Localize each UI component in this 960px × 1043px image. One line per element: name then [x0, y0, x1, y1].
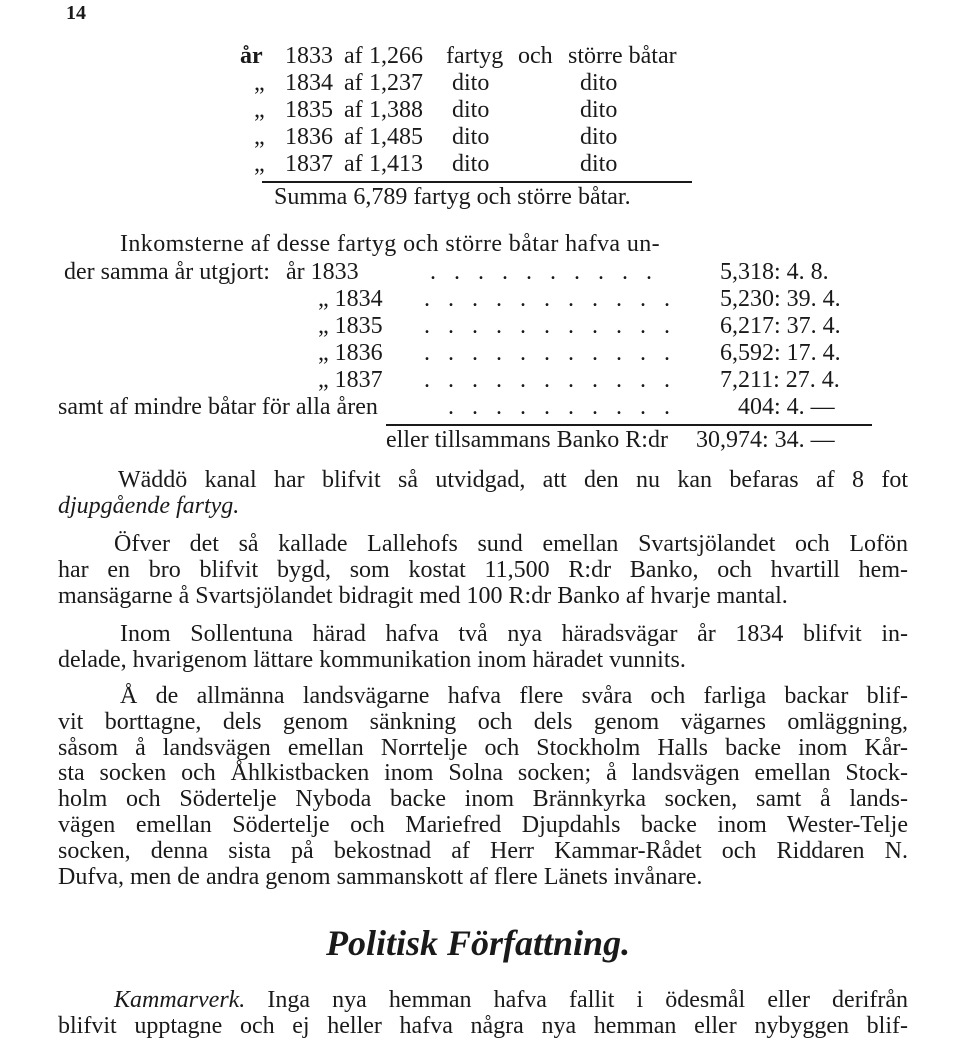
paragraph	[58, 988, 908, 1040]
text-line: Å de allmänna landsvägarne hafva flere svåra och farliga backar blif-	[120, 683, 908, 709]
income-value: 6,217: 37. 4.	[720, 313, 841, 339]
ships-rest: dito	[580, 97, 618, 123]
ships-kind: dito	[452, 151, 490, 177]
ships-kind: dito	[452, 97, 490, 123]
ships-year: 1837	[285, 151, 333, 177]
income-intro: Inkomsterne af desse fartyg och större båtar hafva un-	[120, 231, 661, 257]
income-year: „ 1836	[318, 340, 383, 366]
income-smaller-label: samt af mindre båtar för alla åren	[58, 394, 378, 420]
text-line: sta socken och Åhlkistbacken inom Solna socken; å landsvägen emellan Stock-	[58, 760, 908, 787]
income-value: 5,230: 39. 4.	[720, 286, 841, 312]
income-value: 7,211: 27. 4.	[720, 367, 840, 393]
text-line: djupgående fartyg.	[58, 492, 240, 519]
paragraph	[58, 468, 908, 520]
text-line: Öfver det så kallade Lallehofs sund emellan Svartsjölandet och Lofön	[114, 531, 908, 557]
subhead: Kammarverk.	[114, 987, 246, 1013]
income-year: „ 1837	[318, 367, 383, 393]
ships-count: 1,237	[369, 70, 423, 96]
income-year: „ 1835	[318, 313, 383, 339]
income-value: 6,592: 17. 4.	[720, 340, 841, 366]
ships-row-prefix: „	[254, 124, 265, 150]
ships-count: 1,266	[369, 43, 423, 69]
ships-count: 1,413	[369, 151, 423, 177]
text-run: Inga nya hemman hafva fallit i ödesmål eller derifrån	[267, 987, 909, 1013]
text-line: såsom å landsvägen emellan Norrtelje och Stockholm Halls backe inom Kår-	[58, 734, 908, 761]
ships-af: af	[344, 43, 363, 69]
income-total-label: eller tillsammans Banko R:dr	[386, 427, 668, 453]
ships-row	[240, 42, 263, 70]
ships-year: 1835	[285, 97, 333, 123]
ships-af: af	[344, 70, 363, 96]
text-line	[58, 988, 908, 1014]
ships-year: 1834	[285, 70, 333, 96]
ships-kind: dito	[452, 124, 490, 150]
ships-year: 1836	[285, 124, 333, 150]
ships-rest: dito	[580, 124, 618, 150]
text-line: Dufva, men de andra genom sammanskott af flere Länets invånare.	[58, 863, 703, 890]
ships-rest: dito	[580, 70, 618, 96]
row-prefix: år	[240, 43, 263, 69]
income-year: år 1833	[286, 259, 359, 285]
text-line: vit borttagne, dels genom sänkning och dels genom vägarnes omläggning,	[58, 708, 908, 735]
text-line: holm och Södertelje Nyboda backe inom Brännkyrka socken, samt å lands-	[58, 786, 908, 813]
text-line: Wäddö kanal har blifvit så utvidgad, att den nu kan befaras af 8 fot	[118, 467, 908, 493]
ships-count: 1,485	[369, 124, 423, 150]
leader-dots: . . . . . . . . . .	[448, 394, 676, 420]
ships-year: 1833	[285, 43, 333, 69]
income-year: „ 1834	[318, 286, 383, 312]
ships-summa: Summa 6,789 fartyg och större båtar.	[274, 184, 631, 210]
text-line: Inom Sollentuna härad hafva två nya häradsvägar år 1834 blifvit in-	[120, 621, 908, 647]
ships-rest: större båtar	[568, 43, 677, 69]
text-line: delade, hvarigenom lättare kommunikation inom häradet vunnits.	[58, 646, 686, 673]
text-line: mansägarne å Svartsjölandet bidragit med 100 R:dr Banko af hvarje mantal.	[58, 582, 788, 609]
paragraph	[58, 684, 908, 890]
text-line: har en bro blifvit bygd, som kostat 11,500 R:dr Banko, och hvartill hem-	[58, 556, 908, 583]
page-number: 14	[66, 2, 86, 24]
leader-dots: . . . . . . . . . . .	[424, 313, 676, 339]
income-value: 5,318: 4. 8.	[720, 259, 829, 285]
income-smaller-value: 404: 4. —	[738, 394, 835, 420]
ships-af: af	[344, 124, 363, 150]
text-line: vägen emellan Södertelje och Mariefred Djupdahls backe inom Wester-Telje	[58, 811, 908, 838]
ships-row-prefix: „	[254, 70, 265, 96]
paragraph	[58, 622, 908, 674]
ships-count: 1,388	[369, 97, 423, 123]
paragraph	[58, 532, 908, 609]
ships-kind: fartyg	[446, 43, 504, 69]
ships-rest: dito	[580, 151, 618, 177]
leader-dots: . . . . . . . . . . .	[424, 286, 676, 312]
text-line: blifvit upptagne och ej heller hafva några nya hemman eller nybyggen blif-	[58, 1012, 908, 1039]
income-intro: der samma år utgjort:	[64, 259, 270, 285]
leader-dots: . . . . . . . . . .	[430, 259, 658, 285]
section-title: Politisk Författning.	[326, 923, 631, 963]
ships-kind: dito	[452, 70, 490, 96]
ships-af: af	[344, 97, 363, 123]
leader-dots: . . . . . . . . . . .	[424, 340, 676, 366]
text-line: socken, denna sista på bekostnad af Herr Kammar-Rådet och Riddaren N.	[58, 837, 908, 864]
ships-af: af	[344, 151, 363, 177]
leader-dots: . . . . . . . . . . .	[424, 367, 676, 393]
ships-row-prefix: „	[254, 97, 265, 123]
ships-conj: och	[518, 43, 553, 69]
income-total-value: 30,974: 34. —	[696, 427, 835, 453]
ships-row-prefix: „	[254, 151, 265, 177]
